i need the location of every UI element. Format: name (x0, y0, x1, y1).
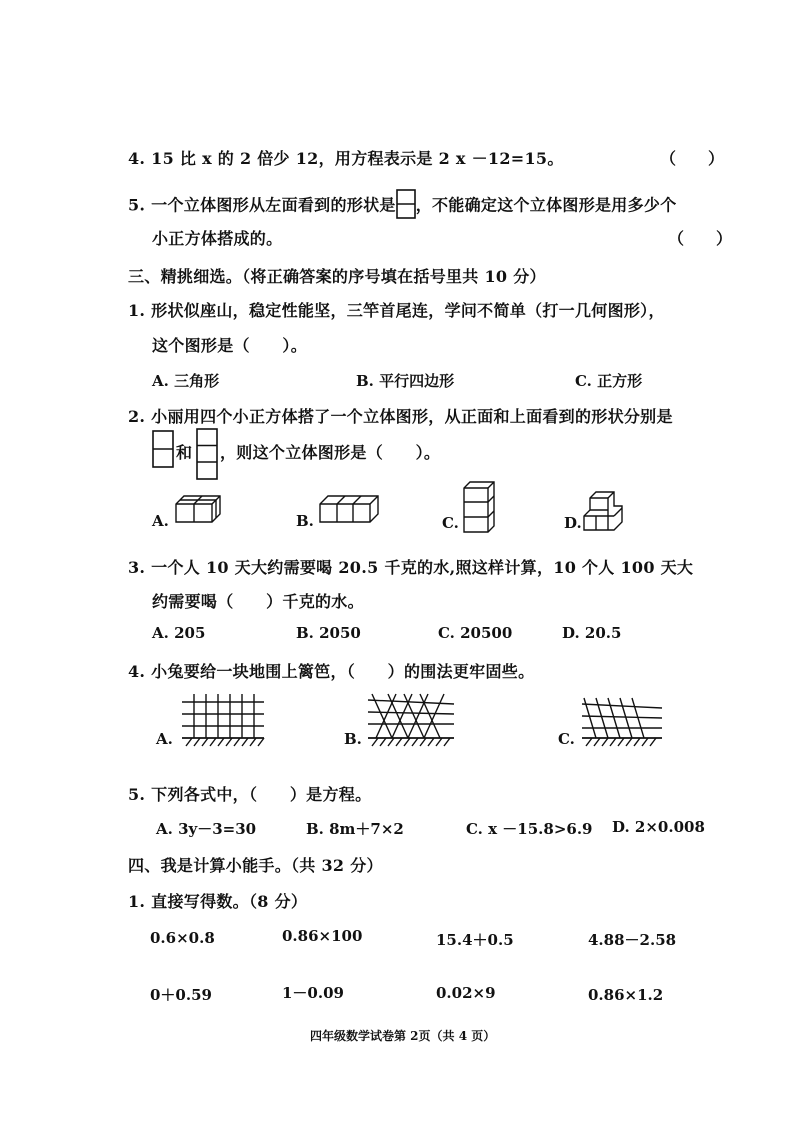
s3-q1-option-c[interactable]: C. 正方形 (575, 372, 643, 390)
s3-q3-line1: 3. 一个人 10 天大约需要喝 20.5 千克的水,照这样计算，10 个人 100 天大 (128, 558, 694, 577)
s3-q2-label-c[interactable]: C. (442, 514, 459, 532)
s3-q1-line2: 这个图形是（ ）。 (152, 336, 308, 355)
judge-q5-line2 (152, 226, 282, 249)
cube-figure-a (176, 494, 222, 530)
s3-q3-option-c[interactable]: C. 20500 (438, 624, 513, 642)
judge-q4-text: 4. 15 比 x 的 2 倍少 12，用方程表示是 2 x －12=15。 (128, 149, 564, 168)
s4-q1-title: 1. 直接写得数。（8 分） (128, 892, 308, 911)
s3-q1-option-a[interactable]: A. 三角形 (152, 372, 220, 390)
s3-q5-option-b[interactable]: B. 8m＋7×2 (306, 820, 404, 838)
cube-figure-c (464, 480, 496, 536)
calc-item: 4.88－2.58 (588, 931, 677, 949)
page-footer: 四年级数学试卷第 2页（共 4 页） (310, 1029, 496, 1043)
s3-q4-label-a[interactable]: A. (156, 730, 173, 748)
judge-q5-line1 (128, 189, 677, 223)
s3-q3-option-a[interactable]: A. 205 (152, 624, 206, 642)
calc-item: 0＋0.59 (150, 986, 212, 1004)
s3-q3-option-b[interactable]: B. 2050 (296, 624, 361, 642)
calc-item: 0.6×0.8 (150, 929, 215, 947)
s3-q2-line2: ，则这个立体图形是（ ）。 (220, 443, 441, 462)
left-view-figure (396, 189, 416, 223)
s3-q2-label-b[interactable]: B. (296, 512, 314, 530)
judge-q4-answer-blank[interactable]: （ ） (660, 149, 725, 168)
fence-figure-a (182, 694, 264, 750)
calc-item: 1－0.09 (282, 984, 344, 1002)
cube-figure-b (320, 494, 380, 530)
front-view-figure (152, 430, 174, 468)
s3-q4-label-c[interactable]: C. (558, 730, 575, 748)
judge-q4 (128, 146, 564, 169)
fence-figure-c (582, 698, 662, 750)
judge-q5-text-a: 5. 一个立体图形从左面看到的形状是 (128, 195, 396, 215)
s3-q3-line2: 约需要喝（ ）千克的水。 (152, 592, 364, 611)
calc-item: 0.86×1.2 (588, 986, 664, 1004)
s3-q4-line: 4. 小兔要给一块地围上篱笆，（ ）的围法更牢固些。 (128, 662, 535, 681)
top-view-figure (196, 428, 218, 480)
fence-figure-b (368, 694, 454, 750)
s3-q1-option-b[interactable]: B. 平行四边形 (356, 372, 455, 390)
s3-q2-label-a[interactable]: A. (152, 512, 169, 530)
judge-q5-text-c: 小正方体搭成的。 (152, 229, 283, 248)
judge-q5-answer-blank[interactable]: （ ） (668, 229, 733, 248)
section4-heading: 四、我是计算小能手。（共 32 分） (128, 856, 383, 875)
s3-q1-line1: 1. 形状似座山，稳定性能坚，三竿首尾连，学问不简单（打一几何图形）， (128, 301, 665, 320)
s3-q2-line1: 2. 小丽用四个小正方体搭了一个立体图形，从正面和上面看到的形状分别是 (128, 407, 673, 426)
s3-q2-label-d[interactable]: D. (564, 514, 582, 532)
calc-item: 15.4＋0.5 (436, 931, 514, 949)
s3-q5-line: 5. 下列各式中，（ ）是方程。 (128, 785, 372, 804)
calc-item: 0.02×9 (436, 984, 496, 1002)
s3-q2-and: 和 (176, 443, 193, 462)
s3-q5-option-c[interactable]: C. x －15.8>6.9 (466, 820, 593, 838)
calc-item: 0.86×100 (282, 927, 363, 945)
s3-q4-label-b[interactable]: B. (344, 730, 362, 748)
section3-heading: 三、精挑细选。（将正确答案的序号填在括号里共 10 分） (128, 267, 546, 286)
s3-q5-option-a[interactable]: A. 3y－3=30 (156, 820, 257, 838)
s3-q3-option-d[interactable]: D. 20.5 (562, 624, 622, 642)
s3-q5-option-d[interactable]: D. 2×0.008 (612, 818, 705, 836)
judge-q5-text-b: ，不能确定这个立体图形是用多少个 (415, 195, 677, 215)
cube-figure-d (584, 490, 624, 532)
